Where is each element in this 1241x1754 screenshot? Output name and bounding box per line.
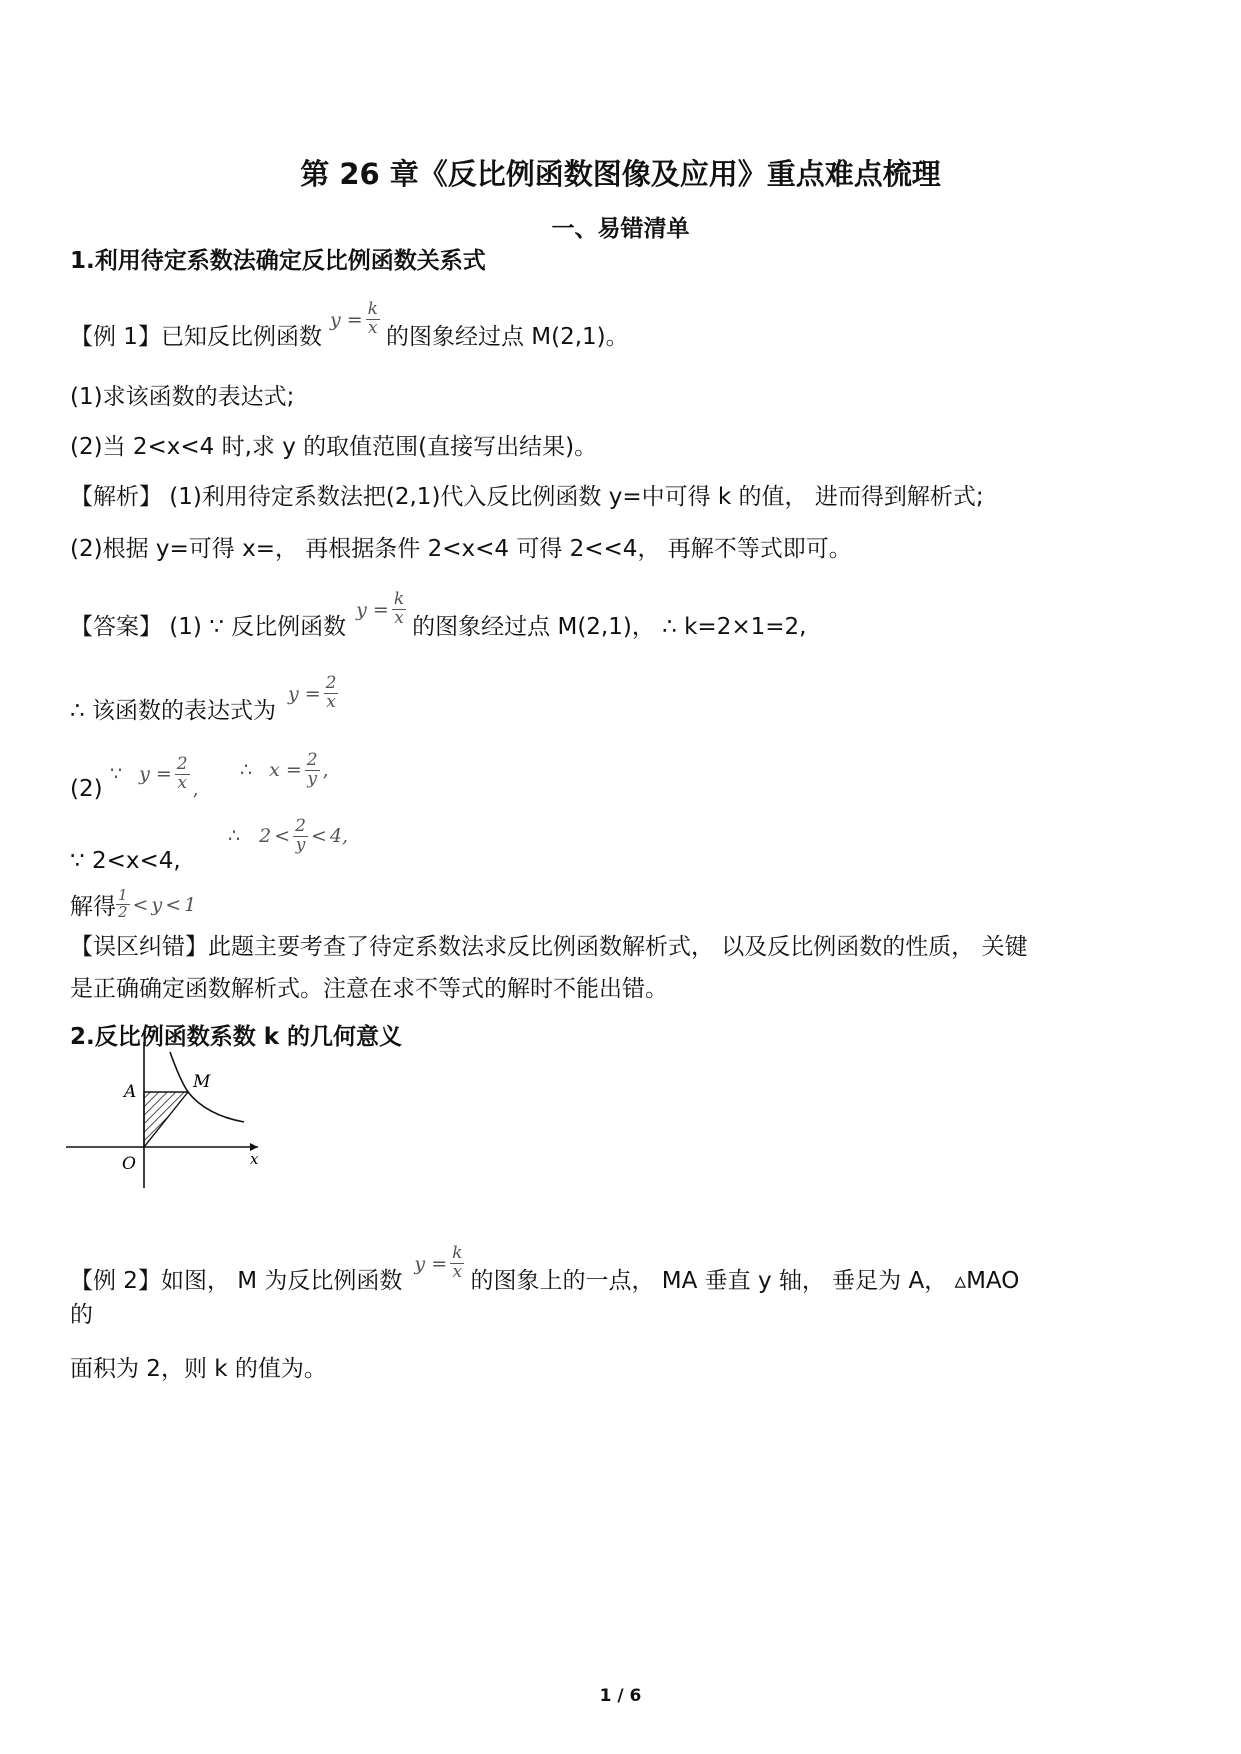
answer-suffix: 的图象经过点 M(2,1)， ∴ k=2×1=2, <box>412 614 807 640</box>
section-subtitle: 一、易错清单 <box>551 216 690 242</box>
question-2: (2)当 2<x<4 时,求 y 的取值范围(直接写出结果)。 <box>70 434 598 460</box>
formula-y-k-over-x-2: y = $\frac{k}{x}$ <box>356 589 405 628</box>
example2-suffix: 的图象上的一点， MA 垂直 y 轴， 垂足为 A， ▵MAO <box>470 1268 1020 1294</box>
shaded-triangle <box>144 1092 188 1147</box>
label-A: A <box>124 1082 137 1102</box>
section1-heading: 1.利用待定系数法确定反比例函数关系式 <box>70 248 486 274</box>
example1-prefix: 【例 1】已知反比例函数 <box>70 324 322 350</box>
formula-solution-range: $\frac{1}{2}$ < y < 1 <box>118 886 197 921</box>
note-line-2: 是正确确定函数解析式。注意在求不等式的解时不能出错。 <box>70 976 668 1002</box>
hyperbola-figure <box>66 1040 266 1190</box>
formula-y-2-over-x: y = $\frac{2}{x}$ <box>287 673 337 712</box>
formula-y-k-over-x: y = $\frac{k}{x}$ <box>329 299 378 338</box>
solve-label: 解得 <box>70 894 116 920</box>
label-O: O <box>122 1154 136 1174</box>
example2-wrap: 的 <box>70 1302 93 1328</box>
example1-suffix: 的图象经过点 M(2,1)。 <box>385 324 629 350</box>
label-M: M <box>193 1072 211 1092</box>
therefore-line <box>70 673 338 725</box>
page-title: 第 26 章《反比例函数图像及应用》重点难点梳理 <box>300 157 941 191</box>
formula-inequality-2-over-y: ∴ 2 < $\frac{2}{y}$ < 4, <box>228 816 348 855</box>
section2-heading: 2.反比例函数系数 k 的几何意义 <box>70 1024 403 1050</box>
label-x: x <box>250 1150 259 1168</box>
note-line-1: 【误区纠错】此题主要考查了待定系数法求反比例函数解析式， 以及反比例函数的性质， 关键 <box>70 934 1028 960</box>
page-number: 1 / 6 <box>599 1686 642 1706</box>
example2-prefix: 【例 2】如图， M 为反比例函数 <box>70 1268 403 1294</box>
formula-because-y-2-over-x: ∵ y = $\frac{2}{x}$ , <box>110 753 199 800</box>
therefore-text: ∴ 该函数的表达式为 <box>70 698 276 724</box>
answer-line <box>70 589 807 641</box>
example2-line <box>70 1243 1020 1295</box>
part2-label: (2) <box>70 776 103 802</box>
answer-prefix: 【答案】 (1) ∵ 反比例函数 <box>70 614 347 640</box>
formula-y-k-over-x-3: y = $\frac{k}{x}$ <box>414 1243 463 1282</box>
analysis-line-2: (2)根据 y=可得 x=， 再根据条件 2<x<4 可得 2<<4， 再解不等式即可。 <box>70 536 852 562</box>
example2-line-2: 面积为 2，则 k 的值为。 <box>70 1356 327 1382</box>
analysis-line-1: 【解析】 (1)利用待定系数法把(2,1)代入反比例函数 y=中可得 k 的值， 进而得到解析式; <box>70 484 984 510</box>
formula-therefore-x-2-over-y: ∴ x = $\frac{2}{y}$ , <box>240 750 329 789</box>
because-range: ∵ 2<x<4, <box>70 848 181 874</box>
solution-line <box>70 888 196 921</box>
question-1: (1)求该函数的表达式; <box>70 384 295 410</box>
example1-line <box>70 299 629 351</box>
